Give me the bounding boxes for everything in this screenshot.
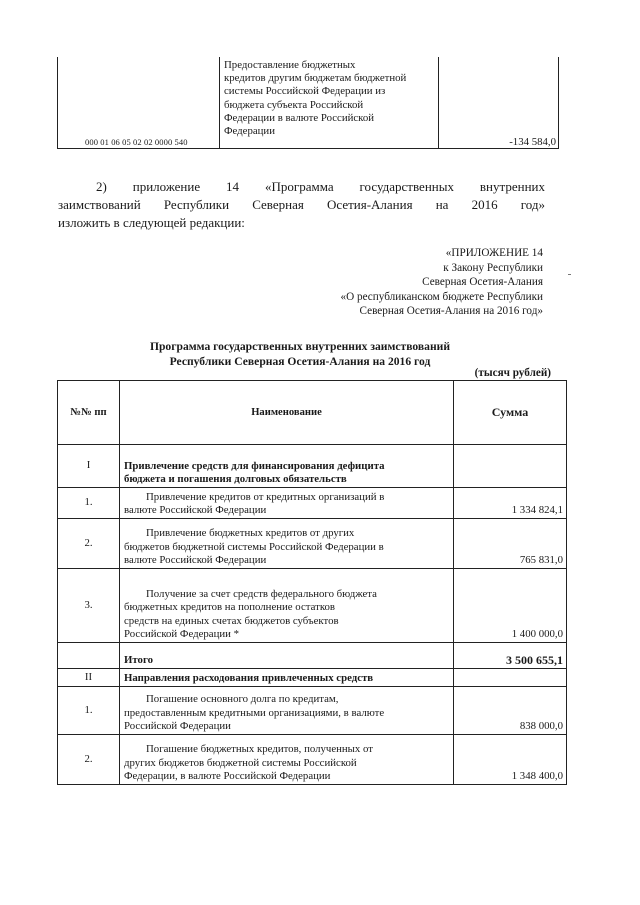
name-line: других бюджетов бюджетной системы Российской [124, 756, 357, 769]
row-name [120, 669, 454, 687]
name-line: Направления расходования привлеченных средств [124, 671, 374, 684]
name-line: Погашение основного долга по кредитам, [146, 693, 339, 706]
table-header-row [58, 381, 567, 445]
name-line: валюте Российской Федерации [124, 503, 267, 516]
name-line: Российской Федерации * [124, 627, 239, 640]
row-num: 1. [58, 687, 120, 735]
row-sum: 3 500 655,1 [454, 643, 567, 669]
name-line: Российской Федерации [124, 719, 231, 732]
appendix-line: «О республиканском бюджете Республики [340, 290, 543, 303]
name-line: Привлечение кредитов от кредитных организаций в [146, 490, 385, 503]
table-row [58, 519, 567, 569]
name-line: бюджета и погашения долговых обязательств [124, 472, 347, 485]
name-cell [220, 57, 439, 148]
paragraph-line: заимствований Республики Северная Осетия-Алания на 2016 год» [58, 197, 545, 212]
row-name [120, 445, 454, 488]
title-line: Республики Северная Осетия-Алания на 2016 год [169, 355, 431, 368]
name-line: Погашение бюджетных кредитов, полученных от [146, 743, 373, 756]
name-line: Федерации, в валюте Российской Федерации [124, 769, 331, 782]
row-num: 2. [58, 735, 120, 785]
row-sum [454, 445, 567, 488]
name-line: валюте Российской Федерации [124, 553, 267, 566]
header-num: №№ пп [58, 381, 120, 445]
title-line: Программа государственных внутренних заимствований [149, 340, 451, 353]
program-title [100, 339, 500, 369]
table-row [58, 687, 567, 735]
row-sum: 838 000,0 [454, 687, 567, 735]
row-num: 1. [58, 488, 120, 519]
sum-cell [439, 57, 558, 148]
table-row [58, 735, 567, 785]
code-cell [58, 57, 220, 148]
row-sum: 765 831,0 [454, 519, 567, 569]
row-name [120, 488, 454, 519]
row-num [58, 643, 120, 669]
row-name [120, 569, 454, 643]
appendix-line: «ПРИЛОЖЕНИЕ 14 [445, 247, 543, 259]
margin-mark [568, 274, 571, 275]
row-name [120, 519, 454, 569]
name-line: бюджетных кредитов на пополнение остатков [124, 601, 336, 614]
paragraph-line: изложить в следующей редакции: [58, 215, 245, 230]
row-name [120, 687, 454, 735]
name-line: Итого [124, 653, 153, 666]
appendix-line: Северная Осетия-Алания [422, 276, 543, 288]
table-row [58, 569, 567, 643]
header-sum: Сумма [454, 381, 567, 445]
table-row [58, 669, 567, 687]
row-name [120, 643, 454, 669]
row-sum [454, 669, 567, 687]
name-line: бюджетов бюджетной системы Российской Федерации в [124, 540, 384, 553]
row-num: I [58, 445, 120, 488]
top-row-name [224, 59, 438, 138]
name-line: кредитов другим бюджетам бюджетной [224, 72, 407, 85]
top-row-sum: -134 584,0 [509, 136, 556, 148]
table-row [58, 445, 567, 488]
row-name [120, 735, 454, 785]
row-num: II [58, 669, 120, 687]
name-line: Привлечение бюджетных кредитов от других [146, 527, 355, 540]
header-name: Наименование [120, 381, 454, 445]
name-line: Федерации в валюте Российской [224, 111, 375, 124]
carry-over-table [57, 57, 559, 149]
appendix-header [341, 246, 544, 319]
row-sum: 1 348 400,0 [454, 735, 567, 785]
units-label: (тысяч рублей) [474, 367, 551, 379]
row-num: 3. [58, 569, 120, 643]
name-line: Федерации [224, 125, 275, 138]
appendix-line: к Закону Республики [443, 261, 543, 274]
borrowings-table [57, 380, 567, 785]
name-line: системы Российской Федерации из [224, 85, 386, 98]
table-row-total [58, 643, 567, 669]
paragraph-line: 2) приложение 14 «Программа государственных внутренних [96, 179, 545, 194]
budget-code: 000 01 06 05 02 02 0000 540 [85, 137, 188, 147]
row-sum: 1 334 824,1 [454, 488, 567, 519]
amendment-paragraph [58, 178, 545, 232]
row-num: 2. [58, 519, 120, 569]
table-row [58, 488, 567, 519]
name-line: Предоставление бюджетных [224, 59, 356, 71]
name-line: Получение за счет средств федерального бюджета [146, 588, 377, 601]
row-sum: 1 400 000,0 [454, 569, 567, 643]
name-line: предоставленным кредитными организациями, в валюте [124, 706, 385, 719]
name-line: Привлечение средств для финансирования дефицита [124, 459, 385, 472]
appendix-line: Северная Осетия-Алания на 2016 год» [359, 305, 543, 317]
name-line: средств на единых счетах бюджетов субъектов [124, 614, 339, 627]
name-line: бюджета субъекта Российской [224, 98, 364, 111]
